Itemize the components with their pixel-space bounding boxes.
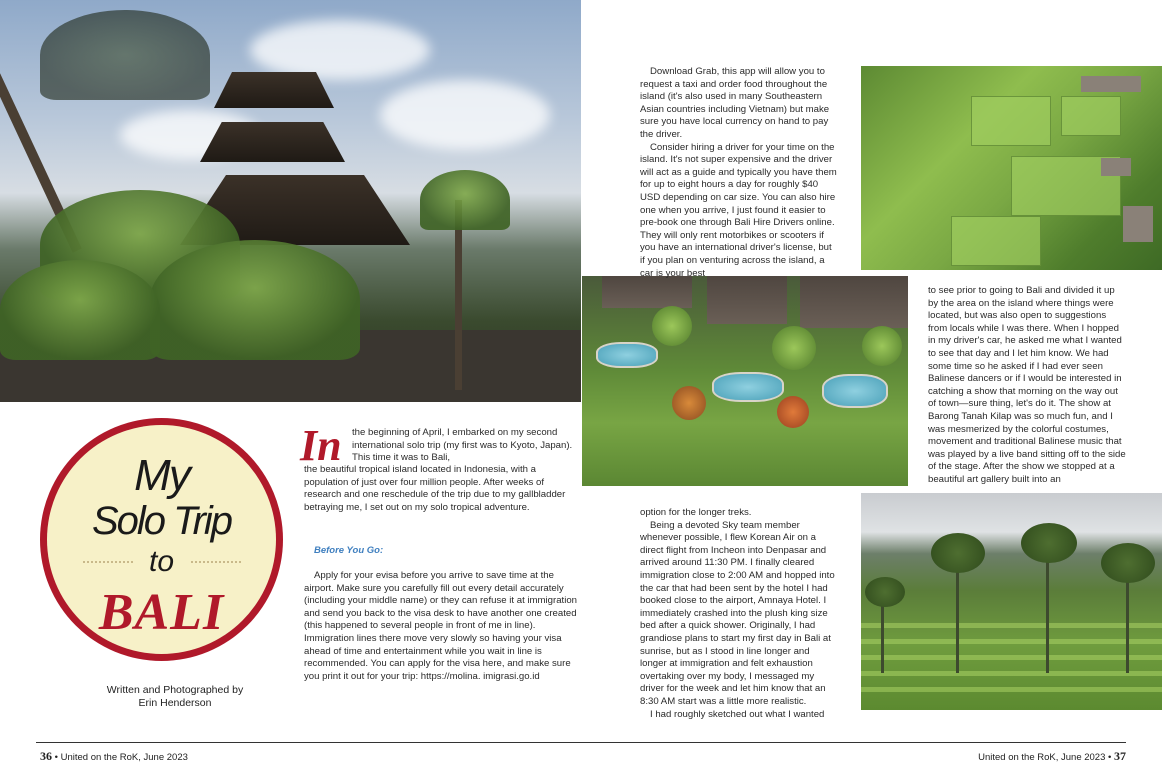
byline-credit: Written and Photographed by [106, 684, 244, 696]
sketch-paragraph: I had roughly sketched out what I wanted [650, 708, 825, 720]
title-line-solo-trip: Solo Trip [91, 499, 232, 543]
column3-middle [928, 285, 1126, 487]
itinerary-paragraph: to see prior to going to Bali and divided it up by the area on the island where things were located, but was also open to suggestions from locals while I was there. When I hopped in my driver's car, he asked me what I wanted to see that day and I let him know. We had some time so he asked if I had ever seen Balinese dancers or if I would be interested in catching a show that morning on the way out of town—sure thing, let's do it. The show at Barong Tanah Kilap was so much fun, and I was mesmerized by the colorful costumes, movement and traditional Balinese music that was played by a live band sitting off to the side of the stage. After the show we stopped at a beautiful art gallery built into an [928, 285, 1126, 485]
treks-line: option for the longer treks. [640, 507, 752, 518]
page-number-right: 37 [1114, 749, 1126, 763]
temple-photo [0, 0, 581, 402]
title-badge [40, 418, 283, 661]
byline [60, 684, 290, 710]
publication-right: United on the RoK, June 2023 [978, 752, 1106, 763]
resort-pools-photo [582, 276, 908, 486]
section-heading: Before You Go: [314, 545, 384, 556]
title-divider-right [191, 561, 241, 563]
folio-left [40, 749, 188, 764]
terraces-photo [861, 493, 1162, 710]
publication-left: United on the RoK, June 2023 [60, 752, 188, 763]
driver-paragraph: Consider hiring a driver for your time on the island. It's not super expensive and the driver will act as a guide and typically you have them for up to eight hours a day for roughly $40 USD depending on car size. You can also hire one when you arrive, I just found it easier to pre-book one through Bali Hire Drivers online. They will only rent motorbikes or scooters if you have an international driver's license, but if you plan on venturing across the island, a car is your best [640, 141, 837, 279]
folio-bullet-left: • [54, 752, 58, 763]
flight-paragraph: Being a devoted Sky team member whenever possible, I flew Korean Air on a direct flight from Incheon into Denpasar and arrived around 11:30 PM. I finally cleared immigration close to 2:00 AM and hopped into the car that had been sent by the hotel I had booked close to the airport, Amnaya Hotel. I immediately crashed into the plush king size bed after a quick shower. Originally, I had grandiose plans to start my first day in Bali at sunrise, but as I stood in line longer and longer at immigration and felt exhaustion overtaking over my body, I messaged my driver for the week and let him know that an 8:30 AM start was a little more realistic. [640, 519, 835, 707]
grab-paragraph: Download Grab, this app will allow you to request a taxi and order food throughout the island (it's also used in many Southeastern Asian countries including Vietnam) but make sure you have local currency on hand to pay the driver. [640, 66, 830, 140]
column2-top [640, 66, 838, 280]
intro-rest-text: the beautiful tropical island located in Indonesia, with a population of just over four million people. After weeks of research and one reschedule of the trip due to my gallbladder betraying me, I set out on my solo tropical adventure. [304, 464, 566, 513]
title-line-my: My [134, 451, 189, 500]
intro-lead-text: the beginning of April, I embarked on my second international solo trip (my first was to Kyoto, Japan). This time it was to Bali, [352, 427, 573, 464]
column2-bottom [640, 507, 838, 721]
intro-lead [352, 427, 580, 465]
folio-right [978, 749, 1126, 764]
folio-bullet-right: • [1108, 752, 1112, 763]
page-number-left: 36 [40, 749, 52, 763]
drop-cap: In [300, 421, 342, 470]
title-line-to: to [148, 545, 175, 578]
intro-body [304, 464, 580, 514]
evisa-text: Apply for your evisa before you arrive to save time at the airport. Make sure you carefully fill out every detail accurately (including your middle name) or they can refuse it at immigration and send you back to the visa desk to have another one created (this happened to several people in front of me in line). Immigration lines there move very slowly so having your visa ahead of time and entertainment while you wait in line is recommended. You can apply for the visa here, and make sure you print it out for your trip: https://molina. imigrasi.go.id [304, 570, 578, 682]
rice-field-photo [861, 66, 1162, 270]
evisa-paragraph [304, 570, 580, 683]
byline-author: Erin Henderson [138, 697, 212, 709]
footer-rule [36, 742, 1126, 743]
title-line-bali: BALI [98, 584, 225, 641]
